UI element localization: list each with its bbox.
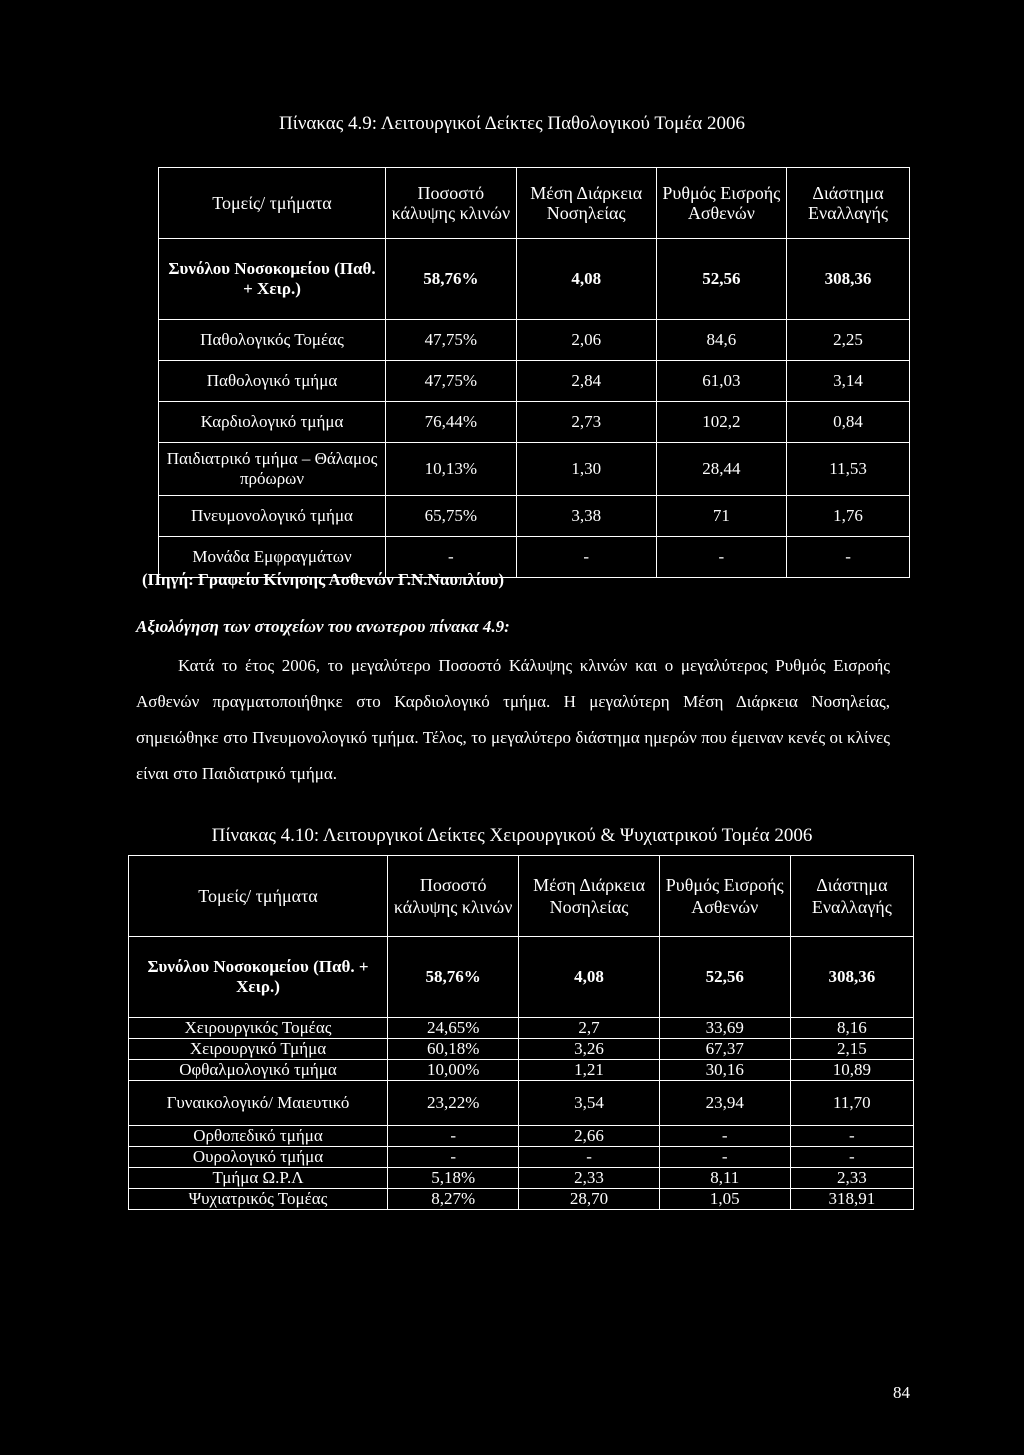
cell: 10,00% [388,1060,519,1081]
table-row [129,1081,914,1126]
cell: 47,75% [386,361,517,402]
row-name: Τμήμα Ω.Ρ.Λ [129,1168,388,1189]
cell: 11,53 [787,443,910,496]
cell: 1,21 [519,1060,659,1081]
cell: 28,70 [519,1189,659,1210]
table-4-9 [158,167,910,578]
cell: 2,33 [790,1168,913,1189]
page-number: 84 [893,1383,910,1402]
cell: 10,89 [790,1060,913,1081]
table-row [159,239,910,320]
table-row [129,1189,914,1210]
cell: 58,76% [386,239,517,320]
header-avg-stay: Μέση Διάρκεια Νοσηλείας [516,168,656,239]
cell: 2,25 [787,320,910,361]
cell: - [787,537,910,578]
cell: 1,30 [516,443,656,496]
cell: 28,44 [656,443,786,496]
cell: - [519,1147,659,1168]
cell: 2,15 [790,1039,913,1060]
table-4-10 [128,855,914,1210]
table-row [129,1060,914,1081]
evaluation-text: Κατά το έτος 2006, το μεγαλύτερο Ποσοστό Κάλυψης κλινών και ο μεγαλύτερος Ρυθμός Εισροής Ασθενών πραγματοποιήθηκε στο Καρδιολογικό τμήμα. Η μεγαλύτερη Μέση Διάρκεια Νοσηλείας, σημειώθηκε στο Πνευμονολογικό τμήμα. Τέλος, το μεγαλύτερο διάστημα ημερών που έμειναν κενές οι κλίνες είναι στο Παιδιατρικό τμήμα. [136,656,890,783]
header-sectors: Τομείς/ τμήματα [129,856,388,937]
table-row [129,937,914,1018]
cell: 1,76 [787,496,910,537]
cell: 76,44% [386,402,517,443]
cell: 2,06 [516,320,656,361]
cell: 0,84 [787,402,910,443]
cell: - [516,537,656,578]
table-header-row [129,856,914,937]
cell: 33,69 [659,1018,790,1039]
cell: 318,91 [790,1189,913,1210]
row-name: Παιδιατρικό τμήμα – Θάλαμος πρόωρων [159,443,386,496]
cell: 52,56 [656,239,786,320]
table-row [159,361,910,402]
header-turnover-interval: Διάστημα Εναλλαγής [790,856,913,937]
row-name: Συνόλου Νοσοκομείου (Παθ. + Χειρ.) [129,937,388,1018]
evaluation-title: Αξιολόγηση των στοιχείων του ανωτερου πίνακα 4.9: [136,617,510,636]
cell: 5,18% [388,1168,519,1189]
table-row [129,1126,914,1147]
row-name: Συνόλου Νοσοκομείου (Παθ. + Χειρ.) [159,239,386,320]
cell: 8,16 [790,1018,913,1039]
table-header-row [159,168,910,239]
cell: 8,11 [659,1168,790,1189]
header-bed-coverage: Ποσοστό κάλυψης κλινών [388,856,519,937]
header-inflow-rate: Ρυθμός Εισροής Ασθενών [656,168,786,239]
table-4-9-caption: Πίνακας 4.9: Λειτουργικοί Δείκτες Παθολογικού Τομέα 2006 [278,113,746,134]
row-name: Παθολογικός Τομέας [159,320,386,361]
table-row [159,443,910,496]
cell: 60,18% [388,1039,519,1060]
cell: 67,37 [659,1039,790,1060]
cell: 58,76% [388,937,519,1018]
table-4-10-caption: Πίνακας 4.10: Λειτουργικοί Δείκτες Χειρουργικού & Ψυχιατρικού Τομέα 2006 [211,825,813,846]
row-name: Χειρουργικός Τομέας [129,1018,388,1039]
cell: 2,66 [519,1126,659,1147]
cell: 11,70 [790,1081,913,1126]
row-name: Οφθαλμολογικό τμήμα [129,1060,388,1081]
cell: 23,22% [388,1081,519,1126]
cell: - [656,537,786,578]
header-avg-stay: Μέση Διάρκεια Νοσηλείας [519,856,659,937]
cell: 10,13% [386,443,517,496]
row-name: Γυναικολογικό/ Μαιευτικό [129,1081,388,1126]
cell: 71 [656,496,786,537]
cell: - [388,1126,519,1147]
cell: 3,26 [519,1039,659,1060]
row-name: Ουρολογικό τμήμα [129,1147,388,1168]
table-row [129,1039,914,1060]
cell: 24,65% [388,1018,519,1039]
header-bed-coverage: Ποσοστό κάλυψης κλινών [386,168,517,239]
row-name: Καρδιολογικό τμήμα [159,402,386,443]
cell: 1,05 [659,1189,790,1210]
cell: 23,94 [659,1081,790,1126]
row-name: Χειρουργικό Τμήμα [129,1039,388,1060]
cell: 3,14 [787,361,910,402]
cell: 52,56 [659,937,790,1018]
cell: 4,08 [519,937,659,1018]
cell: 308,36 [787,239,910,320]
table-row [129,1168,914,1189]
evaluation-paragraph [136,648,890,792]
cell: - [659,1126,790,1147]
cell: 61,03 [656,361,786,402]
cell: 47,75% [386,320,517,361]
table-row [159,320,910,361]
cell: 2,84 [516,361,656,402]
cell: - [790,1126,913,1147]
cell: 8,27% [388,1189,519,1210]
cell: 2,73 [516,402,656,443]
cell: 3,54 [519,1081,659,1126]
header-sectors: Τομείς/ τμήματα [159,168,386,239]
cell: 4,08 [516,239,656,320]
cell: - [388,1147,519,1168]
table-row [129,1018,914,1039]
table-row [129,1147,914,1168]
header-inflow-rate: Ρυθμός Εισροής Ασθενών [659,856,790,937]
cell: 84,6 [656,320,786,361]
row-name: Πνευμονολογικό τμήμα [159,496,386,537]
cell: 308,36 [790,937,913,1018]
cell: - [659,1147,790,1168]
cell: 65,75% [386,496,517,537]
cell: 2,7 [519,1018,659,1039]
table-source-note: (Πηγή: Γραφείο Κίνησης Ασθενών Γ.Ν.Ναυπλίου) [142,570,505,589]
cell: - [790,1147,913,1168]
table-row [159,402,910,443]
row-name: Ορθοπεδικό τμήμα [129,1126,388,1147]
cell: - [386,537,517,578]
table-row [159,496,910,537]
cell: 2,33 [519,1168,659,1189]
row-name: Μονάδα Εμφραγμάτων [159,537,386,578]
cell: 3,38 [516,496,656,537]
row-name: Ψυχιατρικός Τομέας [129,1189,388,1210]
cell: 30,16 [659,1060,790,1081]
cell: 102,2 [656,402,786,443]
header-turnover-interval: Διάστημα Εναλλαγής [787,168,910,239]
row-name: Παθολογικό τμήμα [159,361,386,402]
